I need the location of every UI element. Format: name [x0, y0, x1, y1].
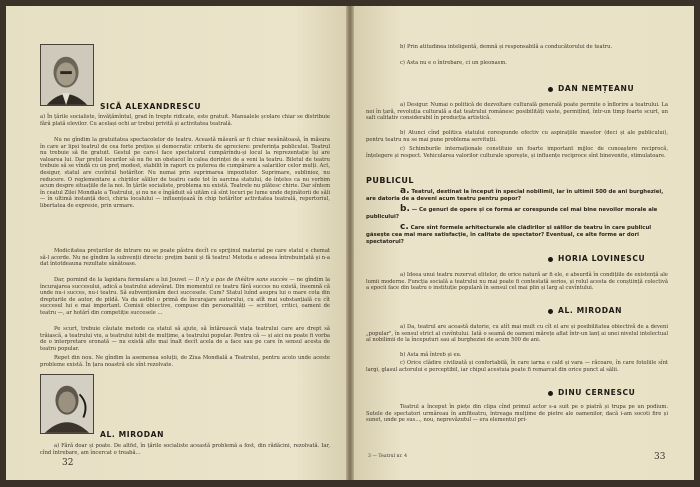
quote-text: Il n'y a pas de théâtre sans succès [195, 277, 288, 283]
question-mark-label: a. [400, 186, 410, 196]
person-name-text: HORIA LOVINESCU [558, 254, 646, 263]
paragraph: a) Ideea unui teatru rezervat elitelor, de orice natură ar fi ele, e absurdă în condițiile de existență ale lumii moderne. Funcția socială a teatrului nu mai poate fi contestată serios, și rolul acesta de conștiință colectivă a epocii face din teatru o instituție populară în sensul cel mai plin și larg al cuvîntului. [366, 272, 668, 292]
right-page [354, 6, 694, 480]
question-b [366, 206, 668, 221]
portrait-photo-al-mirodan [40, 374, 94, 434]
section-title: PUBLICUL [366, 176, 414, 185]
paragraph: Teatrul a început în piețe din clipa cînd primul actor s-a suit pe o piatră și trupa pe un podium. Sutele de spectatori urmăreau în amfiteatru, întreaga mulțime de pietre ale oamenilor, dacă i-am socoti fire și sunet, unde pe sus..., nou, neprevăzutul — era elementul pri- [366, 404, 668, 424]
person-name-dan-nemteanu [548, 84, 634, 93]
portrait-photo [41, 45, 93, 105]
magazine-spread [6, 6, 694, 480]
bullet-icon [548, 309, 553, 314]
page-number: 33 [654, 452, 666, 462]
bullet-icon [548, 257, 553, 262]
portrait-photo-sica-alexandrescu [40, 44, 94, 106]
paragraph: Nu ne gîndim la gratuitatea spectacolelor de teatru. Această măsură ar fi chiar nesănătoasă, în măsura în care ar lipsi teatrul de cea forte prețios și democratic criteriu de apreciere: preferința publicului. Teatrul nu trebuie să fie gratuit. Gestul pe care-l face spectatorul cumpărîndu-și locul la reprezentație își are valoarea lui. Dar prețul locurilor să nu fie un obstacol în calea dorinței de a veni la teatru. Biletul de teatru trebuie să se vîndă cu un preț modest, stabilit în raport cu puterea de cumpărare a salariilor celor mulți. Act, desigur, statul are cuvîntul hotărîtor. Nu numai prin suprimarea impozitelor. Suprimare, subliniez, nu reducere. O reglementare a chiriilor sălilor de teatru cade tot în sarcina statului, de înțeles ca nu vorbim acum despre situațiile de la noi. În țările socialiste, problema nu există. Teatrele nu plătesc chirie. Dar sîntem în ceatul Zilei Mondiale a Teatrului, și nu ne e îngăduit să uităm că sînt locuri pe lume unde dejinătorii de săli — în ultimă instanță deci, chiria localului — influențează în chip hotărîtor activitatea teatrală, repertoriul, libertatea de expresie, prin urmare. [40, 137, 330, 209]
person-name-dinu-cernescu [548, 388, 635, 397]
bullet-icon [548, 391, 553, 396]
book-gutter [346, 6, 354, 480]
paragraph-jouvet [40, 277, 330, 317]
paragraph: b) Prin atitudinea inteligentă, demnă și responsabilă a conducătorului de teatru. [400, 44, 613, 50]
paragraph: a) Desigur. Numai o politică de dezvoltare culturală generală poate permite o înflorire a teatrului. La noi în țară, revoluția culturală a dat teatrului românesc posibilități vaste, permițînd, într-un timp foarte scurt, un salt calitativ considerabil în producția artistică. [366, 102, 668, 122]
person-name-text: AL. MIRODAN [558, 306, 623, 315]
question-text: Care sînt formele arhitecturale ale clădirilor și sălilor de teatru în care publicul găsește cea mai mare satisfacție, în calitate de spectator? Eventual, ce alte forme ar dori spectatorul? [366, 225, 652, 245]
person-name-al-mirodan: AL. MIRODAN [100, 430, 165, 439]
paragraph: Repet din nou. Ne gîndim la asemenea soluții, de Ziua Mondială a Teatrului, pentru acolo unde aceste probleme există. În țara noastră ele sînt rezolvate. [40, 355, 330, 368]
question-c [366, 224, 668, 245]
left-page [6, 6, 346, 480]
paragraph: c) Orice clădire civilizată și confortabilă, în care iarna e cald și vara — răcoare, în care fotoliile sînt largi, glasul actorului e perceptibil, iar chipul acestuia poate fi remarcat din orice punct al sălii. [366, 360, 668, 373]
paragraph: c) Asta nu e o întrebare, ci un pleonasm. [400, 60, 507, 66]
paragraph: b) Asta mă întreb și eu. [400, 352, 462, 358]
paragraph-text: — ne gîndim la încurajarea succesului, adică a teatrului adevărat. Din momentul ce teatru fără succes nu există, însemnă că unde nu-i succes, nu-i teatru. Să subvenționăm deci succesele. Cum? Statul luînd asupra lui o mare cota din drepturile de autor, de pildă. Va da astfel o primă de încurajare autorului, cu atît mai substanțială cu cît succesul lui e mai important. Comisii obiective, compuse din personalități — scriitori, critici, oameni de teatru —, ar hotărî din competiție succesele ... [40, 277, 330, 316]
question-mark-label: b. [400, 204, 410, 214]
paragraph: b) Atunci cînd politica statului corespunde efectiv cu aspirațiile maselor (deci și ale publicului), pentru teatru nu se mai pune problema servituții. [366, 130, 668, 143]
person-name-al-mirodan-2 [548, 306, 622, 315]
paragraph: a) Da, teatrul are această datorie, cu atît mai mult cu cît el are și posibilitatea obiectivă de a deveni „popular", în sensul strict al cuvîntului. Iată o seamă de oameni mărețe aflat într-un lanț ai unei nivelul intelectual al nobilimii de la începuturi sau al burgheziei de acum 500 de ani. [366, 324, 668, 344]
paragraph: c) Schimburile internaționale constituie un foarte important mijloc de cunoaștere reciprocă, înțelegere și respect. Vehicularea valorilor culturale sporește, și influențe reciproce sînt binevenite, stimulatoare. [366, 146, 668, 159]
paragraph: a) Fără doar și poate. De altfel, în țările socialiste această problemă a fost, din rădăcini, rezolvată. Iar, cînd întrebare, am încercat o treabă... [40, 443, 330, 456]
page-footer: 3 — Teatrul nr. 4 [368, 454, 408, 459]
paragraph-text: Dar, pornind de la lapidara formulare a lui Jouvet — [54, 277, 196, 283]
person-name-text: DAN NEMȚEANU [558, 84, 635, 93]
question-text: — Ce genuri de opere și ce formă ar corespunde cel mai bine nevoilor morale ale publicului? [366, 207, 658, 220]
portrait-photo [41, 375, 93, 433]
bullet-icon [548, 87, 553, 92]
person-name-sica-alexandrescu: SICĂ ALEXANDRESCU [100, 102, 202, 111]
person-name-horia-lovinescu [548, 254, 645, 263]
person-name-text: DINU CERNESCU [558, 388, 636, 397]
paragraph: Modicitatea prețurilor de intrare nu se poate păstra decît cu sprijinul material pe care statul e chemat să-l acorde. Nu ne gîndim la subvenții directe: prețim banii și fă teatru! Metoda e adesea întrebuințată și n-a dat întotdeauna rezultate sănătoase. [40, 248, 330, 268]
page-number: 32 [62, 458, 74, 468]
question-a [366, 188, 668, 203]
paragraph: a) În țările socialiste, învățămîntul, grad în trepte ridicate, este gratuit. Manualele școlare chiar se distribuie fără plată elevilor. Cu același ochi ar trebui privită și activitatea teatrală. [40, 114, 330, 127]
question-text: Teatrul, destinat la început în special nobilimii, iar în ultimii 500 de ani burgheziei, are datoria de a deveni acum teatru pentru popor? [366, 189, 664, 202]
question-mark-label: c. [400, 222, 409, 232]
paragraph: Pe scurt, trebuie căutate metode ca statul să ajute, să întărească viața teatrului care are drept să trăiască, a teatrului viu, a teatrului iubit de mulțime, a teatrului popular. Pentru că — și aici nu poate fi vorba de o interpretare eronată — nu există alte mai înalt decît acela de a face sau pe care în sensul acesta de teatru popular. [40, 326, 330, 352]
